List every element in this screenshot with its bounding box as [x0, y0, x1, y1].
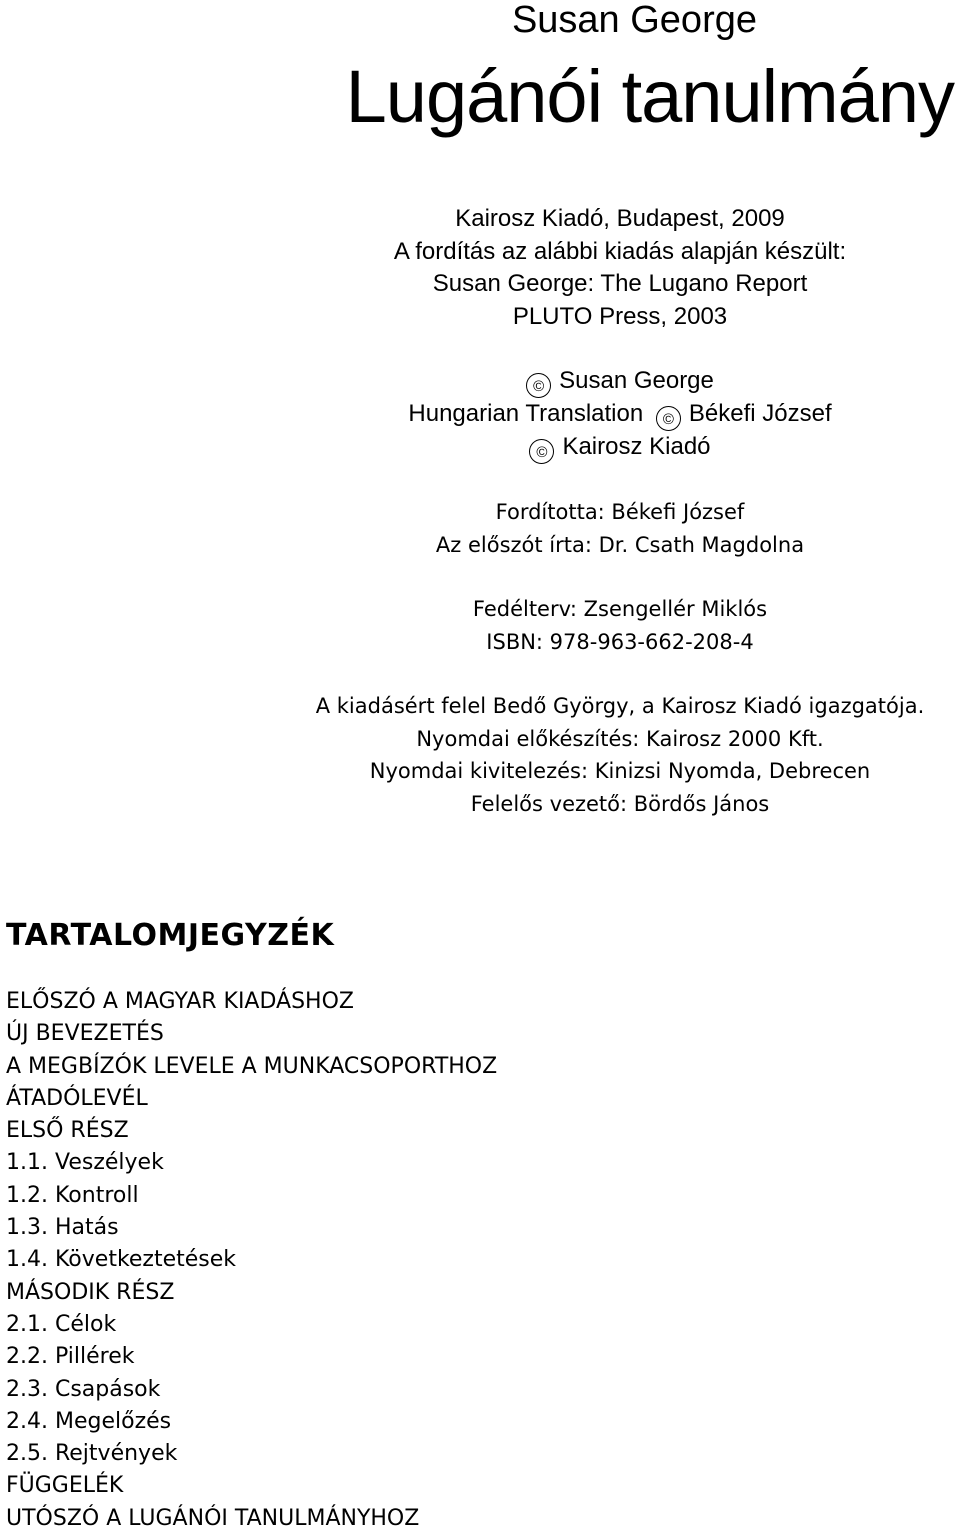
copyright-author [0, 365, 960, 398]
toc-item: FÜGGELÉK [6, 1473, 124, 1499]
copyright-icon: © [529, 439, 554, 464]
copyright-publisher [0, 431, 960, 464]
publisher-line: Kairosz Kiadó, Budapest, 2009 [455, 205, 785, 232]
foreword-credit: Az előszót írta: Dr. Csath Magdolna [435, 532, 805, 557]
toc-item: 1.3. Hatás [6, 1215, 119, 1241]
toc-item: 2.2. Pillérek [6, 1344, 135, 1370]
cover-credit: Fedélterv: Zsengellér Miklós [472, 597, 768, 621]
toc-item: ÁTADÓLEVÉL [6, 1085, 148, 1111]
based-on-line: A fordítás az alábbi kiadás alapján készült: [393, 237, 847, 265]
translator-credit: Fordította: Békefi József [495, 500, 745, 524]
copyright-publisher-name: Kairosz Kiadó [562, 433, 711, 460]
toc-item: 2.3. Csapások [6, 1376, 161, 1402]
toc-item: 1.1. Veszélyek [6, 1150, 164, 1176]
toc-item: UTÓSZÓ A LUGÁNÓI TANULMÁNYHOZ [6, 1505, 420, 1531]
toc-item: 2.4. Megelőzés [6, 1408, 172, 1434]
toc-item: 1.2. Kontroll [6, 1182, 139, 1208]
table-of-contents [6, 986, 497, 1535]
toc-item: ELSŐ RÉSZ [6, 1118, 129, 1144]
toc-item: ÚJ BEVEZETÉS [6, 1021, 164, 1047]
book-title: Lugánói tanulmány [345, 55, 954, 138]
toc-item: MÁSODIK RÉSZ [6, 1279, 175, 1305]
publication-info [0, 203, 960, 820]
author-name: Susan George [511, 0, 757, 41]
toc-heading: TARTALOMJEGYZÉK [6, 918, 335, 953]
original-title: Susan George: The Lugano Report [432, 270, 808, 297]
printing-credit: Nyomdai kivitelezés: Kinizsi Nyomda, Debrecen [369, 759, 871, 783]
prepress-credit: Nyomdai előkészítés: Kairosz 2000 Kft. [416, 726, 824, 751]
manager-credit: Felelős vezető: Bördős János [470, 791, 770, 816]
toc-item: 2.1. Célok [6, 1311, 117, 1337]
isbn: ISBN: 978-963-662-208-4 [486, 629, 754, 654]
copyright-icon: © [526, 373, 551, 398]
copyright-author-name: Susan George [559, 367, 714, 394]
translator-name: Békefi József [688, 400, 832, 427]
toc-item: 2.5. Rejtvények [6, 1441, 178, 1467]
responsible-publisher: A kiadásért felel Bedő György, a Kairosz Kiadó igazgatója. [315, 694, 925, 718]
copyright-icon: © [656, 406, 681, 431]
copyright-translation [0, 398, 960, 431]
toc-item: A MEGBÍZÓK LEVELE A MUNKACSOPORTHOZ [6, 1053, 498, 1079]
toc-item: ELŐSZÓ A MAGYAR KIADÁSHOZ [6, 989, 354, 1014]
toc-item: 1.4. Következtetések [6, 1247, 237, 1273]
original-publisher: PLUTO Press, 2003 [512, 302, 728, 330]
translation-label: Hungarian Translation [408, 400, 644, 427]
